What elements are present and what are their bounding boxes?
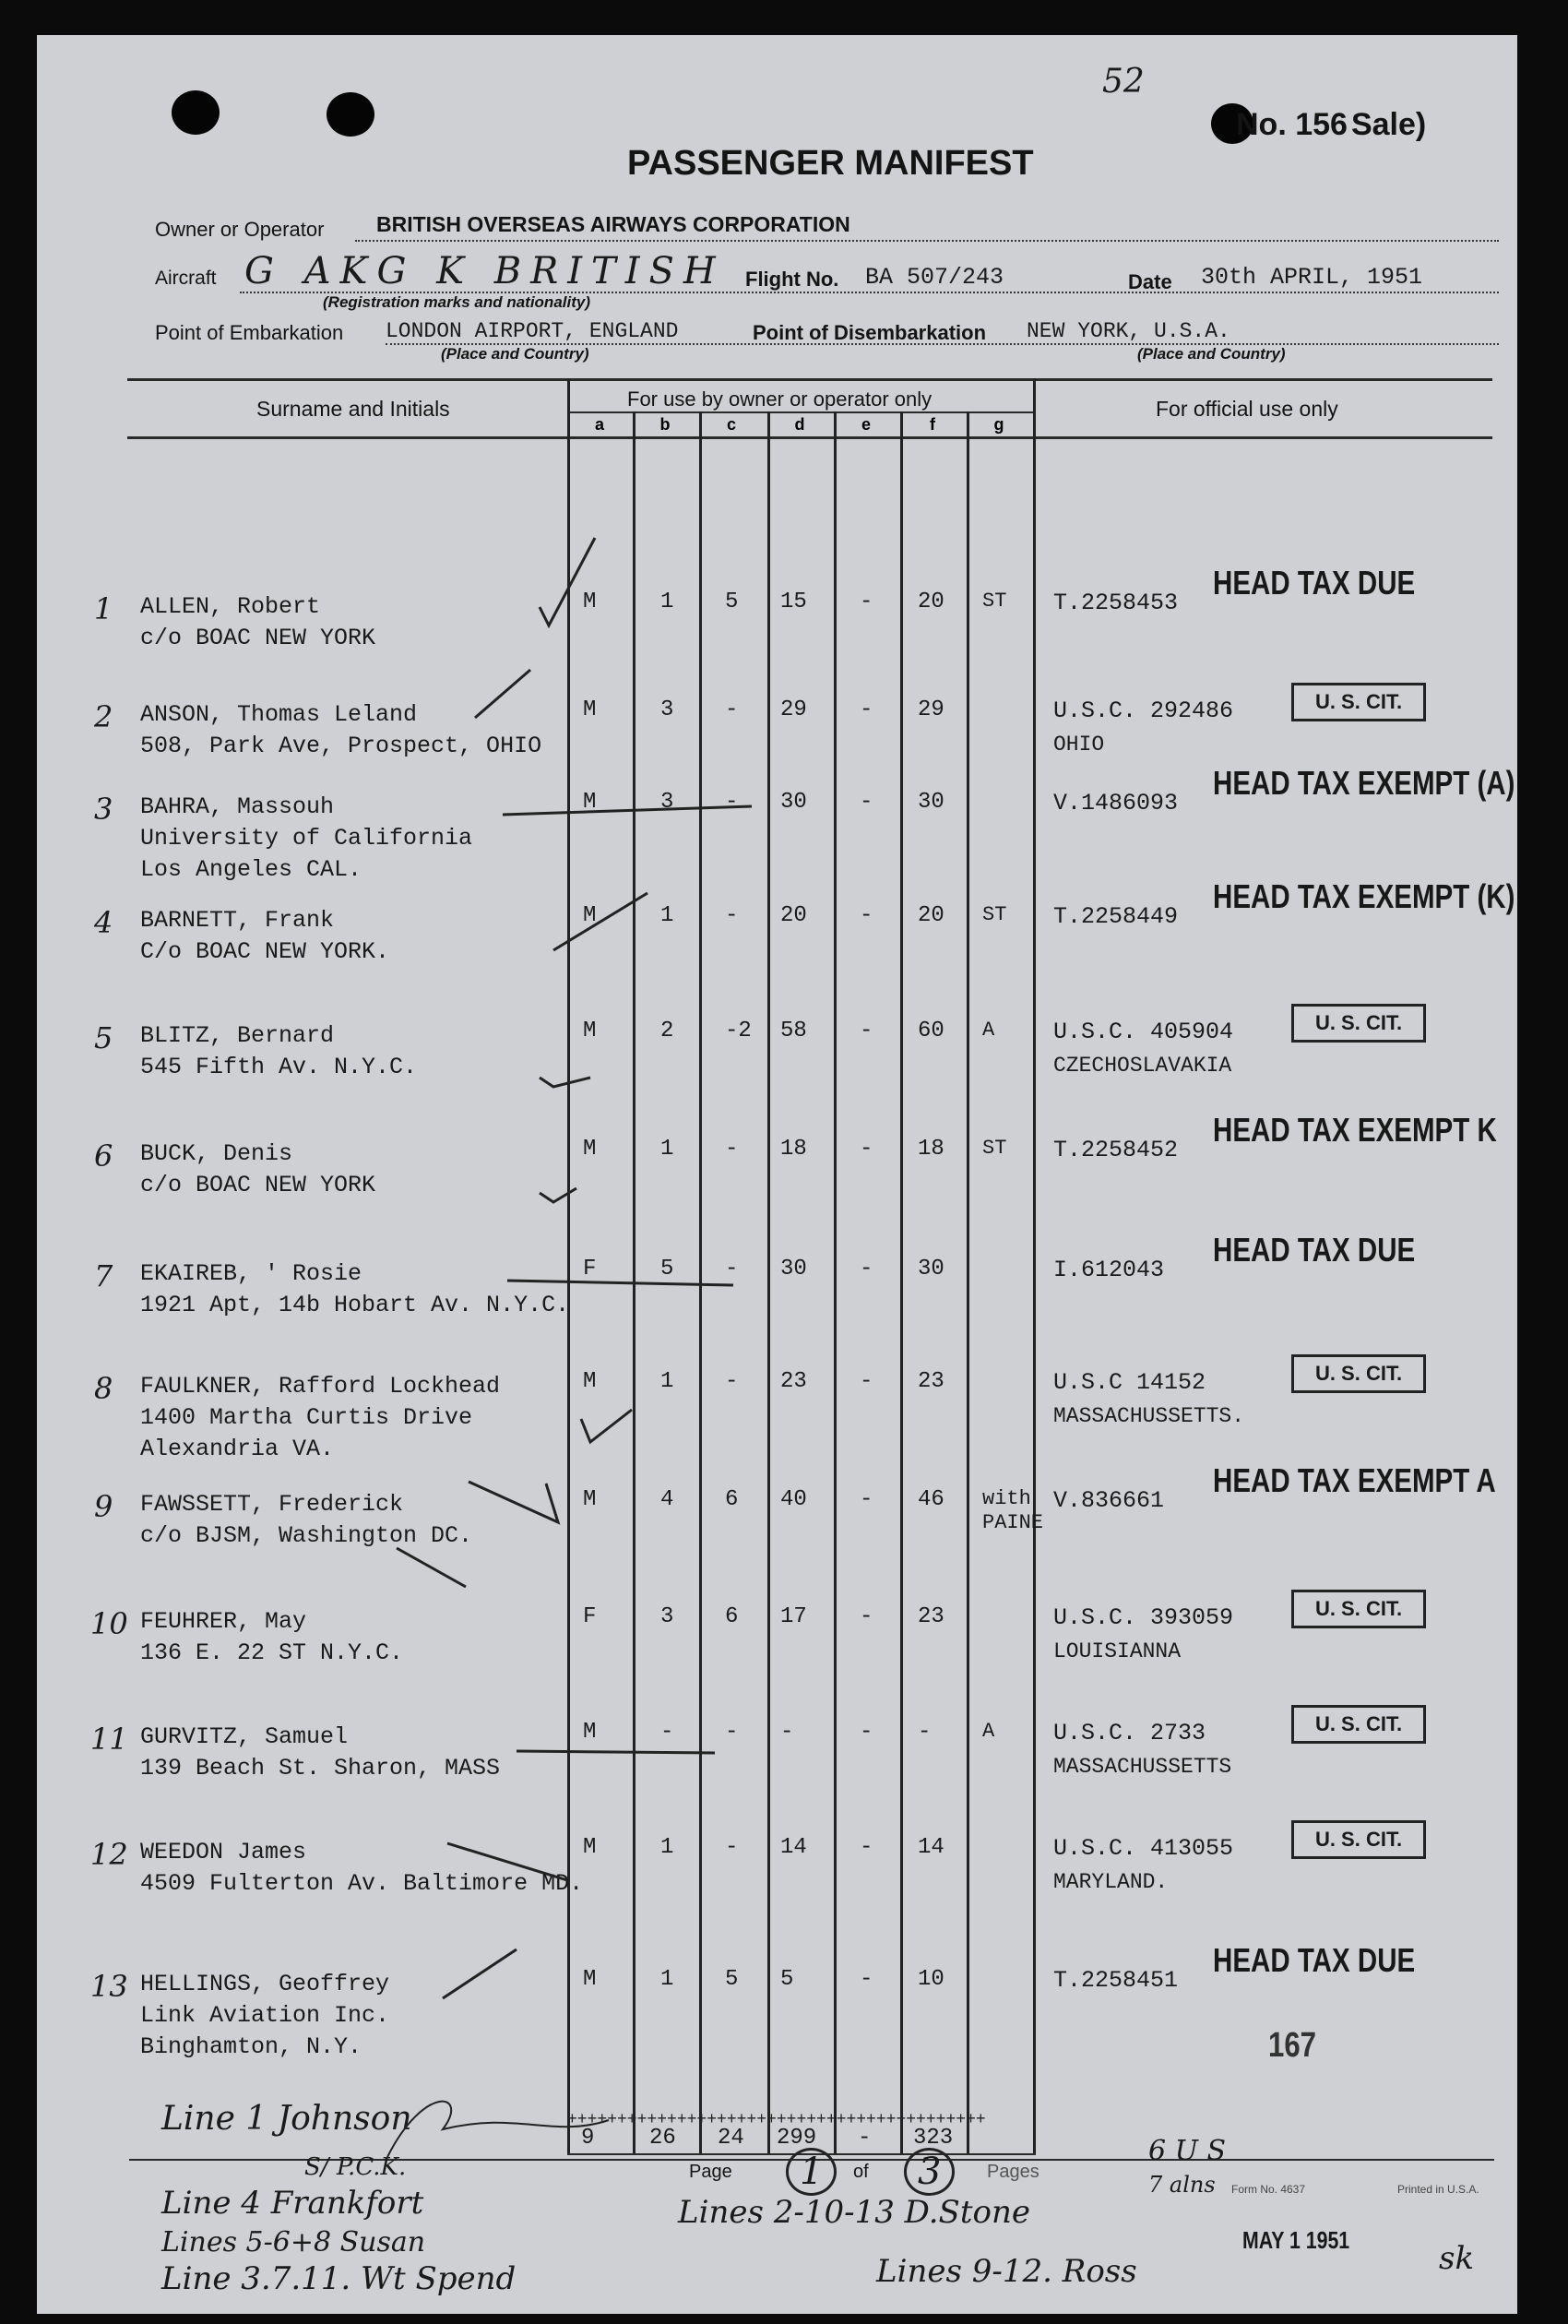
row-number: 11 [90,1722,128,1757]
page-number: 1 [786,2148,837,2196]
official-state: LOUISIANNA [1053,1639,1182,1663]
total-f: 323 [913,2126,954,2151]
aircraft-value: G AKG K BRITISH [244,250,725,292]
row-number: 12 [90,1837,128,1872]
flight-label: Flight No. [745,268,839,291]
passenger-address: 139 Beach St. Sharon, MASS [140,1755,501,1782]
punch-hole-right [327,92,374,137]
column-a-value: F [583,1604,597,1629]
column-d-value: 14 [780,1835,807,1860]
column-g-value: ST [982,1137,1007,1160]
column-g-value: ST [982,903,1007,926]
head-tax-stamp: HEAD TAX EXEMPT (K) [1213,877,1515,915]
column-f-value: 29 [918,697,944,722]
column-c-value: - [725,697,739,722]
row-number: 8 [94,1371,113,1406]
passenger-address-2: Binghamton, N.Y. [140,2033,362,2060]
column-f-value: 18 [918,1137,944,1162]
column-d-value: 18 [780,1137,807,1162]
flight-value: BA 507/243 [865,264,1004,291]
handwritten-mid-1: Lines 2-10-13 D.Stone [678,2194,1030,2231]
passenger-name: EKAIREB, ' Rosie [140,1260,362,1287]
end-initials: sk [1439,2240,1475,2277]
form-number [1236,107,1426,143]
page-mark: 52 [1102,63,1145,101]
passenger-name: BUCK, Denis [140,1140,293,1167]
note-ne2: 7 alns [1148,2172,1216,2198]
owner-label: Owner or Operator [155,218,325,241]
embark-sublabel: (Place and Country) [441,345,589,363]
column-e-value: - [860,790,873,815]
column-f-value: 60 [918,1019,944,1043]
column-d-value: 23 [780,1369,807,1394]
column-d-header: d [794,415,805,434]
stamp-number: 167 [1268,2026,1316,2065]
column-d-value: - [780,1720,794,1745]
column-a-value: M [583,697,597,722]
note-ne: 6 U S [1148,2135,1226,2167]
arrow-mark [469,1482,558,1522]
row-number: 4 [94,905,113,940]
column-b-value: 1 [660,590,674,614]
column-g-value: ST [982,590,1007,613]
column-e-value: - [860,1257,873,1281]
form-number-text: No. 156 [1236,107,1348,142]
passenger-address: C/o BOAC NEW YORK. [140,938,390,965]
column-e-value: - [860,1604,873,1629]
total-c: 24 [718,2126,744,2151]
embark-label: Point of Embarkation [155,321,344,344]
column-f-value: 20 [918,590,944,614]
column-b-value: 3 [660,1604,674,1629]
column-c-value: - [725,1835,739,1860]
aircraft-underline [240,292,1499,293]
column-rule [967,411,969,2154]
punch-hole-left [172,90,220,135]
column-c-value: 6 [725,1487,739,1512]
disembark-sublabel: (Place and Country) [1137,345,1286,363]
date-value: 30th APRIL, 1951 [1201,264,1423,291]
official-reference: U.S.C. 2733 [1053,1720,1206,1746]
column-rule [900,411,903,2154]
owner-use-header: For use by owner or operator only [627,387,932,411]
official-reference: V.836661 [1053,1487,1165,1514]
column-e-value: - [860,903,873,928]
column-f-value: 20 [918,903,944,928]
passenger-address-2: Los Angeles CAL. [140,856,362,883]
check-mark [475,670,530,718]
column-letter-rule [567,411,1036,413]
row-number: 6 [94,1138,113,1174]
table-top-rule [127,378,1492,381]
check-mark [581,1410,632,1442]
column-e-value: - [860,590,873,614]
aircraft-label: Aircraft [155,268,217,289]
official-reference: T.2258453 [1053,590,1179,616]
us-citizen-stamp: U. S. CIT. [1291,1354,1426,1393]
passenger-name: BAHRA, Massouh [140,793,335,820]
us-citizen-stamp: U. S. CIT. [1291,1820,1426,1859]
official-reference: U.S.C. 292486 [1053,697,1234,724]
column-rule [699,411,702,2154]
total-a: 9 [581,2126,595,2151]
column-b-value: 1 [660,1967,674,1992]
column-a-value: M [583,1835,597,1860]
form-number-suffix: Sale) [1350,107,1427,142]
of-label: of [853,2162,869,2182]
column-a-value: M [583,1487,597,1512]
passenger-name: HELLINGS, Geoffrey [140,1971,390,1997]
column-a-value: M [583,1720,597,1745]
handwritten-line-4: Line 3.7.11. Wt Spend [161,2260,517,2297]
column-a-header: a [594,415,604,434]
passenger-address: c/o BOAC NEW YORK [140,1172,376,1198]
row-number: 13 [90,1969,128,2004]
official-reference: T.2258451 [1053,1967,1179,1994]
column-c-value: - [725,1137,739,1162]
passenger-name: FAULKNER, Rafford Lockhead [140,1373,501,1400]
column-d-value: 5 [780,1967,794,1992]
passenger-name: BLITZ, Bernard [140,1022,335,1049]
us-citizen-stamp: U. S. CIT. [1291,1590,1426,1628]
column-g-value: A [982,1019,995,1042]
column-b-value: 3 [660,697,674,722]
column-f-header: f [930,415,935,434]
official-reference: T.2258449 [1053,903,1179,930]
column-c-value: - [725,1369,739,1394]
check-mark [540,1188,576,1202]
column-rule [834,411,837,2154]
column-a-value: F [583,1257,597,1281]
column-e-value: - [860,1019,873,1043]
column-rule [1033,378,1036,2154]
column-e-header: e [861,415,871,434]
us-citizen-stamp: U. S. CIT. [1291,1705,1426,1744]
row-number: 3 [94,792,113,827]
official-reference: U.S.C. 413055 [1053,1835,1234,1862]
column-a-value: M [583,1137,597,1162]
row-number: 7 [94,1258,113,1293]
column-rule [633,411,636,2154]
column-c-value: - [725,903,739,928]
column-b-value: 4 [660,1487,674,1512]
row-number: 9 [94,1489,113,1524]
column-d-value: 58 [780,1019,807,1043]
document-title: PASSENGER MANIFEST [627,144,1034,183]
column-e-value: - [860,1137,873,1162]
column-b-value: 1 [660,1369,674,1394]
column-f-value: 14 [918,1835,944,1860]
column-d-value: 20 [780,903,807,928]
column-e-value: - [860,1487,873,1512]
column-a-value: M [583,790,597,815]
passenger-name: GURVITZ, Samuel [140,1723,349,1750]
passenger-name: BARNETT, Frank [140,907,335,934]
passenger-address: 1921 Apt, 14b Hobart Av. N.Y.C. [140,1292,570,1318]
official-use-header: For official use only [1156,397,1338,421]
column-g-value: with PAINE [982,1487,1044,1534]
column-e-value: - [860,1369,873,1394]
official-reference: U.S.C. 393059 [1053,1604,1234,1631]
disembark-label: Point of Disembarkation [753,321,987,344]
page-total: 3 [904,2148,955,2196]
official-reference: U.S.C. 405904 [1053,1019,1234,1045]
strike-line [517,1751,715,1753]
date-stamp: MAY 1 1951 [1242,2226,1350,2254]
head-tax-stamp: HEAD TAX DUE [1213,1231,1416,1269]
column-a-value: M [583,1369,597,1394]
column-c-header: c [726,415,736,434]
head-tax-stamp: HEAD TAX DUE [1213,1941,1416,1979]
disembark-value: NEW YORK, U.S.A. [1027,319,1230,343]
check-mark [397,1548,466,1587]
official-state: MARYLAND. [1053,1870,1169,1894]
aircraft-sublabel: (Registration marks and nationality) [323,293,590,311]
head-tax-stamp: HEAD TAX EXEMPT A [1213,1461,1496,1499]
manifest-page [37,35,1517,2314]
column-b-value: - [660,1720,674,1745]
row-number: 5 [94,1020,113,1055]
column-b-value: 2 [660,1019,674,1043]
row-number: 10 [90,1606,128,1641]
column-f-value: 46 [918,1487,944,1512]
column-c-value: -2 [725,1019,752,1043]
column-f-value: - [918,1720,932,1745]
head-tax-stamp: HEAD TAX EXEMPT (A) [1213,764,1515,802]
passenger-address: c/o BJSM, Washington DC. [140,1522,473,1549]
passenger-address: 1400 Martha Curtis Drive [140,1404,473,1431]
column-c-value: - [725,1720,739,1745]
owner-value: BRITISH OVERSEAS AIRWAYS CORPORATION [376,212,850,236]
us-citizen-stamp: U. S. CIT. [1291,1004,1426,1043]
row-number: 1 [94,591,113,626]
check-mark [443,1949,517,1998]
embark-underline [386,343,1499,345]
total-e: - [858,2126,872,2151]
handwritten-mid-2: Lines 9-12. Ross [876,2253,1137,2290]
column-a-value: M [583,1019,597,1043]
column-f-value: 30 [918,1257,944,1281]
column-d-value: 15 [780,590,807,614]
totals-tick-line: ++++++++++++++++++++++++++++++++++++++++++ [567,2111,986,2129]
us-citizen-stamp: U. S. CIT. [1291,683,1426,721]
column-b-value: 1 [660,1835,674,1860]
head-tax-stamp: HEAD TAX EXEMPT K [1213,1111,1497,1149]
passenger-name: FAWSSETT, Frederick [140,1491,404,1518]
passenger-address-2: Alexandria VA. [140,1436,335,1462]
check-mark [540,1078,590,1087]
handwritten-line-3: Lines 5-6+8 Susan [161,2226,426,2258]
column-c-value: 5 [725,590,739,614]
date-label: Date [1128,270,1172,293]
column-b-value: 5 [660,1257,674,1281]
strike-line [503,806,752,815]
official-reference: T.2258452 [1053,1137,1179,1163]
passenger-address: c/o BOAC NEW YORK [140,625,376,651]
embark-value: LONDON AIRPORT, ENGLAND [386,319,679,343]
column-a-value: M [583,590,597,614]
column-f-value: 30 [918,790,944,815]
page-label: Page [689,2162,732,2182]
column-d-value: 30 [780,1257,807,1281]
owner-underline [355,240,1499,242]
passenger-address: 508, Park Ave, Prospect, OHIO [140,733,542,759]
column-g-value: A [982,1720,995,1743]
handwritten-line-2: Line 4 Frankfort [161,2185,424,2222]
column-b-value: 1 [660,1137,674,1162]
column-f-value: 23 [918,1369,944,1394]
column-d-value: 30 [780,790,807,815]
passenger-address: University of California [140,825,473,852]
column-b-value: 3 [660,790,674,815]
column-c-value: - [725,1257,739,1281]
passenger-name: ALLEN, Robert [140,593,321,620]
column-a-value: M [583,903,597,928]
surname-header: Surname and Initials [256,397,450,421]
column-c-value: 6 [725,1604,739,1629]
column-c-value: - [725,790,739,815]
column-f-value: 10 [918,1967,944,1992]
column-rule [767,411,770,2154]
column-f-value: 23 [918,1604,944,1629]
column-g-header: g [993,415,1004,434]
column-c-value: 5 [725,1967,739,1992]
total-d: 299 [777,2126,817,2151]
column-a-value: M [583,1967,597,1992]
passenger-address: 4509 Fulterton Av. Baltimore MD. [140,1870,584,1897]
column-e-value: - [860,1967,873,1992]
passenger-address: 545 Fifth Av. N.Y.C. [140,1054,418,1080]
passenger-address: 136 E. 22 ST N.Y.C. [140,1639,404,1666]
column-b-value: 1 [660,903,674,928]
passenger-name: WEEDON James [140,1839,307,1865]
column-b-header: b [659,415,671,434]
column-d-value: 29 [780,697,807,722]
official-reference: I.612043 [1053,1257,1165,1283]
official-state: CZECHOSLAVAKIA [1053,1054,1232,1078]
row-number: 2 [94,699,113,734]
official-state: OHIO [1053,733,1105,757]
official-reference: U.S.C 14152 [1053,1369,1206,1396]
column-d-value: 17 [780,1604,807,1629]
official-reference: V.1486093 [1053,790,1179,816]
passenger-name: FEUHRER, May [140,1608,307,1635]
official-state: MASSACHUSSETTS. [1053,1404,1245,1428]
head-tax-stamp: HEAD TAX DUE [1213,564,1416,602]
column-e-value: - [860,1835,873,1860]
printed-note: Printed in U.S.A. [1397,2183,1479,2196]
handwritten-initials: S/ P.C.K. [304,2153,407,2181]
form-reference: Form No. 4637 [1231,2183,1306,2196]
official-state: MASSACHUSSETTS [1053,1755,1232,1779]
column-d-value: 40 [780,1487,807,1512]
passenger-address: Link Aviation Inc. [140,2002,390,2029]
pages-label: Pages [987,2162,1039,2182]
handwritten-line-1: Line 1 Johnson [161,2100,412,2138]
column-e-value: - [860,697,873,722]
total-b: 26 [649,2126,676,2151]
table-header-rule [127,436,1492,439]
passenger-name: ANSON, Thomas Leland [140,701,418,728]
column-e-value: - [860,1720,873,1745]
